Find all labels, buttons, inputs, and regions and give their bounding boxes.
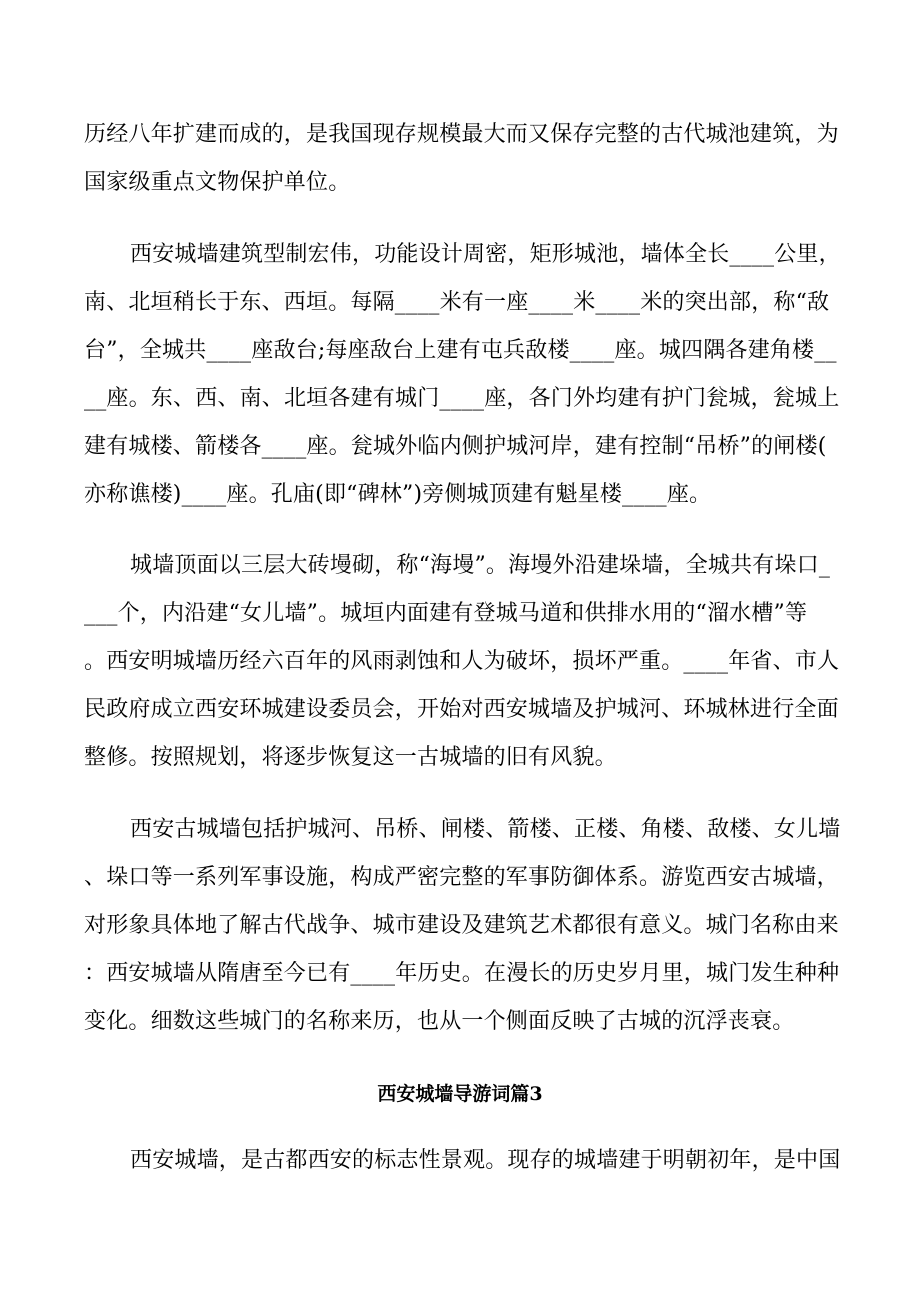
paragraph-1-line-1: 历经八年扩建而成的，是我国现存规模最大而又保存完整的古代城池建筑，为 — [84, 122, 839, 147]
paragraph-3-line-2: ___个，内沿建“女儿墙”。城垣内面建有登城马道和供排水用的“溜水槽”等 — [84, 601, 808, 626]
paragraph-4-line-3: 对形象具体地了解古代战争、城市建设及建筑艺术都很有意义。城门名称由来 — [84, 913, 839, 938]
paragraph-3-line-5: 整修。按照规划，将逐步恢复这一古城墙的旧有风貌。 — [84, 745, 617, 770]
paragraph-2-line-3: 台”，全城共____座敌台;每座敌台上建有屯兵敌楼____座。城四隅各建角楼__ — [84, 338, 837, 363]
paragraph-4-line-4: ：西安城墙从隋唐至今已有____年历史。在漫长的历史岁月里，城门发生种种 — [84, 961, 840, 986]
paragraph-2-line-4: __座。东、西、南、北垣各建有城门____座，各门外均建有护门瓮城，瓮城上 — [84, 386, 840, 411]
paragraph-4-line-2: 、垛口等一系列军事设施，构成严密完整的军事防御体系。游览西安古城墙， — [84, 865, 839, 890]
paragraph-2-line-6: 亦称谯楼)____座。孔庙(即“碑林”)旁侧城顶建有魁星楼____座。 — [84, 482, 712, 507]
paragraph-2-line-5: 建有城楼、箭楼各____座。瓮城外临内侧护城河岸，建有控制“吊桥”的闸楼( — [84, 434, 827, 459]
paragraph-3-line-1: 城墙顶面以三层大砖墁砌，称“海墁”。海墁外沿建垛墙，全城共有垛口_ — [130, 553, 831, 578]
paragraph-5-line-1: 西安城墙，是古都西安的标志性景观。现存的城墙建于明朝初年，是中国 — [130, 1148, 841, 1173]
paragraph-2-line-1: 西安城墙建筑型制宏伟，功能设计周密，矩形城池，墙体全长____公里， — [130, 242, 841, 267]
paragraph-4-line-5: 变化。细数这些城门的名称来历，也从一个侧面反映了古城的沉浮丧衰。 — [84, 1009, 795, 1034]
paragraph-1-line-2: 国家级重点文物保护单位。 — [84, 170, 351, 195]
section-heading: 西安城墙导游词篇3 — [377, 1083, 543, 1105]
paragraph-3-line-4: 民政府成立西安环城建设委员会，开始对西安城墙及护城河、环城林进行全面 — [84, 697, 839, 722]
paragraph-3-line-3: 。西安明城墙历经六百年的风雨剥蚀和人为破坏，损坏严重。____年省、市人 — [84, 649, 840, 674]
paragraph-4-line-1: 西安古城墙包括护城河、吊桥、闸楼、箭楼、正楼、角楼、敌楼、女儿墙 — [130, 817, 841, 842]
paragraph-2-line-2: 南、北垣稍长于东、西垣。每隔____米有一座____米____米的突出部，称“敌 — [84, 290, 830, 315]
